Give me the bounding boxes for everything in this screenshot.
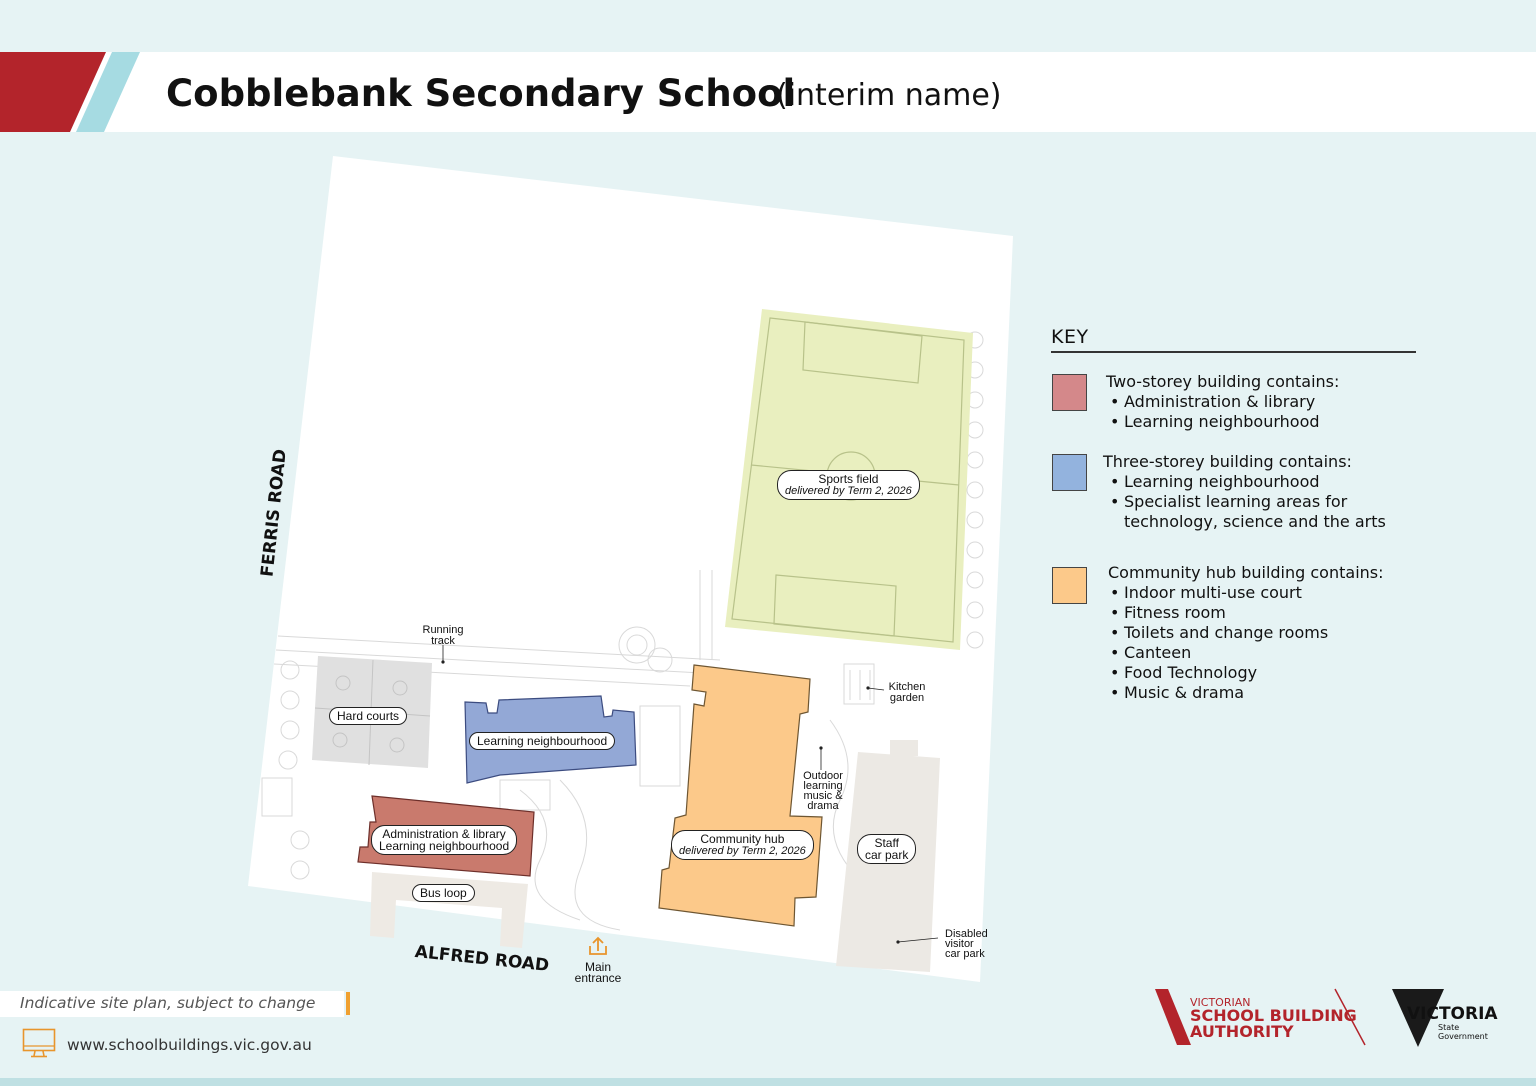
staff-car-park-line1: Staff xyxy=(874,836,899,850)
vsba-logo-line3: AUTHORITY xyxy=(1190,1022,1294,1041)
key-bullet: • Fitness room xyxy=(1124,603,1384,623)
hard-courts-label: Hard courts xyxy=(329,707,407,725)
key-bullet: • Music & drama xyxy=(1124,683,1384,703)
page-subtitle: (interim name) xyxy=(776,78,1002,113)
ferris-road-label: FERRIS ROAD xyxy=(257,448,291,578)
key-heading: Three-storey building contains: xyxy=(1103,452,1352,471)
key-bullet: • Canteen xyxy=(1124,643,1384,663)
page-title: Cobblebank Secondary School xyxy=(166,72,796,115)
bus-loop-label: Bus loop xyxy=(412,884,475,902)
key-heading: Community hub building contains: xyxy=(1108,563,1384,582)
main-entrance-line2: entrance xyxy=(574,971,622,985)
sports-field-label xyxy=(777,470,920,500)
administration-library-line1: Administration & library xyxy=(382,827,506,841)
key-bullet-continued: technology, science and the arts xyxy=(1124,512,1386,531)
learning-neighbourhood-label: Learning neighbourhood xyxy=(469,732,615,750)
key-item-community-hub xyxy=(1108,563,1384,703)
outdoor-line2: learning xyxy=(803,780,843,792)
key-divider xyxy=(1051,351,1416,353)
key-title: KEY xyxy=(1051,326,1089,348)
key-bullet: • Toilets and change rooms xyxy=(1124,623,1384,643)
kitchen-garden-label xyxy=(884,682,930,704)
staff-car-park-line2: car park xyxy=(865,848,909,862)
disclaimer-note: Indicative site plan, subject to change xyxy=(20,994,316,1012)
vsba-logo-line2: SCHOOL BUILDING xyxy=(1190,1006,1357,1025)
community-hub-delivery: delivered by Term 2, 2026 xyxy=(679,845,806,857)
outdoor-line1: Outdoor xyxy=(803,770,843,782)
disabled-line1: Disabled xyxy=(945,928,988,940)
key-swatch-two-storey xyxy=(1052,374,1087,411)
key-bullet: • Indoor multi-use court xyxy=(1124,583,1384,603)
victoria-logo-text: VICTORIA xyxy=(1407,1004,1498,1024)
victoria-logo-sub1: State xyxy=(1438,1023,1460,1032)
alfred-road-label: ALFRED ROAD xyxy=(413,942,550,976)
main-entrance-icon xyxy=(590,938,606,954)
kitchen-garden-line2: garden xyxy=(889,692,925,704)
bottom-strip xyxy=(0,1078,1536,1086)
community-hub-title: Community hub xyxy=(700,832,785,846)
key-swatch-community-hub xyxy=(1052,567,1087,604)
key-bullet: • Specialist learning areas for xyxy=(1124,492,1386,512)
website-link[interactable]: www.schoolbuildings.vic.gov.au xyxy=(67,1036,312,1054)
main-entrance-label xyxy=(568,962,628,984)
administration-library-label xyxy=(371,825,517,855)
victoria-logo-sub2: Government xyxy=(1438,1032,1488,1041)
key-bullet: • Administration & library xyxy=(1124,392,1339,412)
administration-library-line2: Learning neighbourhood xyxy=(379,839,510,853)
key-item-three-storey xyxy=(1103,452,1386,532)
outdoor-line3: music & xyxy=(803,790,843,802)
disabled-parking-label xyxy=(945,929,988,959)
disabled-line2: visitor xyxy=(945,938,974,950)
key-bullet: • Food Technology xyxy=(1124,663,1384,683)
outdoor-learning-label xyxy=(797,771,849,811)
key-heading: Two-storey building contains: xyxy=(1106,372,1340,391)
community-hub-label xyxy=(671,830,814,860)
sports-field-delivery: delivered by Term 2, 2026 xyxy=(785,485,912,497)
vsba-logo-line1: VICTORIAN xyxy=(1190,996,1251,1009)
key-bullet: • Learning neighbourhood xyxy=(1124,412,1339,432)
key-bullet: • Learning neighbourhood xyxy=(1124,472,1386,492)
outdoor-line4: drama xyxy=(807,800,839,812)
disabled-line3: car park xyxy=(945,948,985,960)
key-item-two-storey xyxy=(1106,372,1339,432)
running-track-label xyxy=(420,625,466,647)
running-track-line1: Running xyxy=(422,624,464,636)
key-swatch-three-storey xyxy=(1052,454,1087,491)
sports-field-title: Sports field xyxy=(818,472,879,486)
main-entrance-line1: Main xyxy=(584,960,611,974)
running-track-line2: track xyxy=(431,635,455,647)
kitchen-garden-line1: Kitchen xyxy=(888,681,926,693)
monitor-icon xyxy=(22,1028,56,1058)
staff-car-park-label xyxy=(857,834,916,864)
footnote-accent xyxy=(346,992,350,1015)
